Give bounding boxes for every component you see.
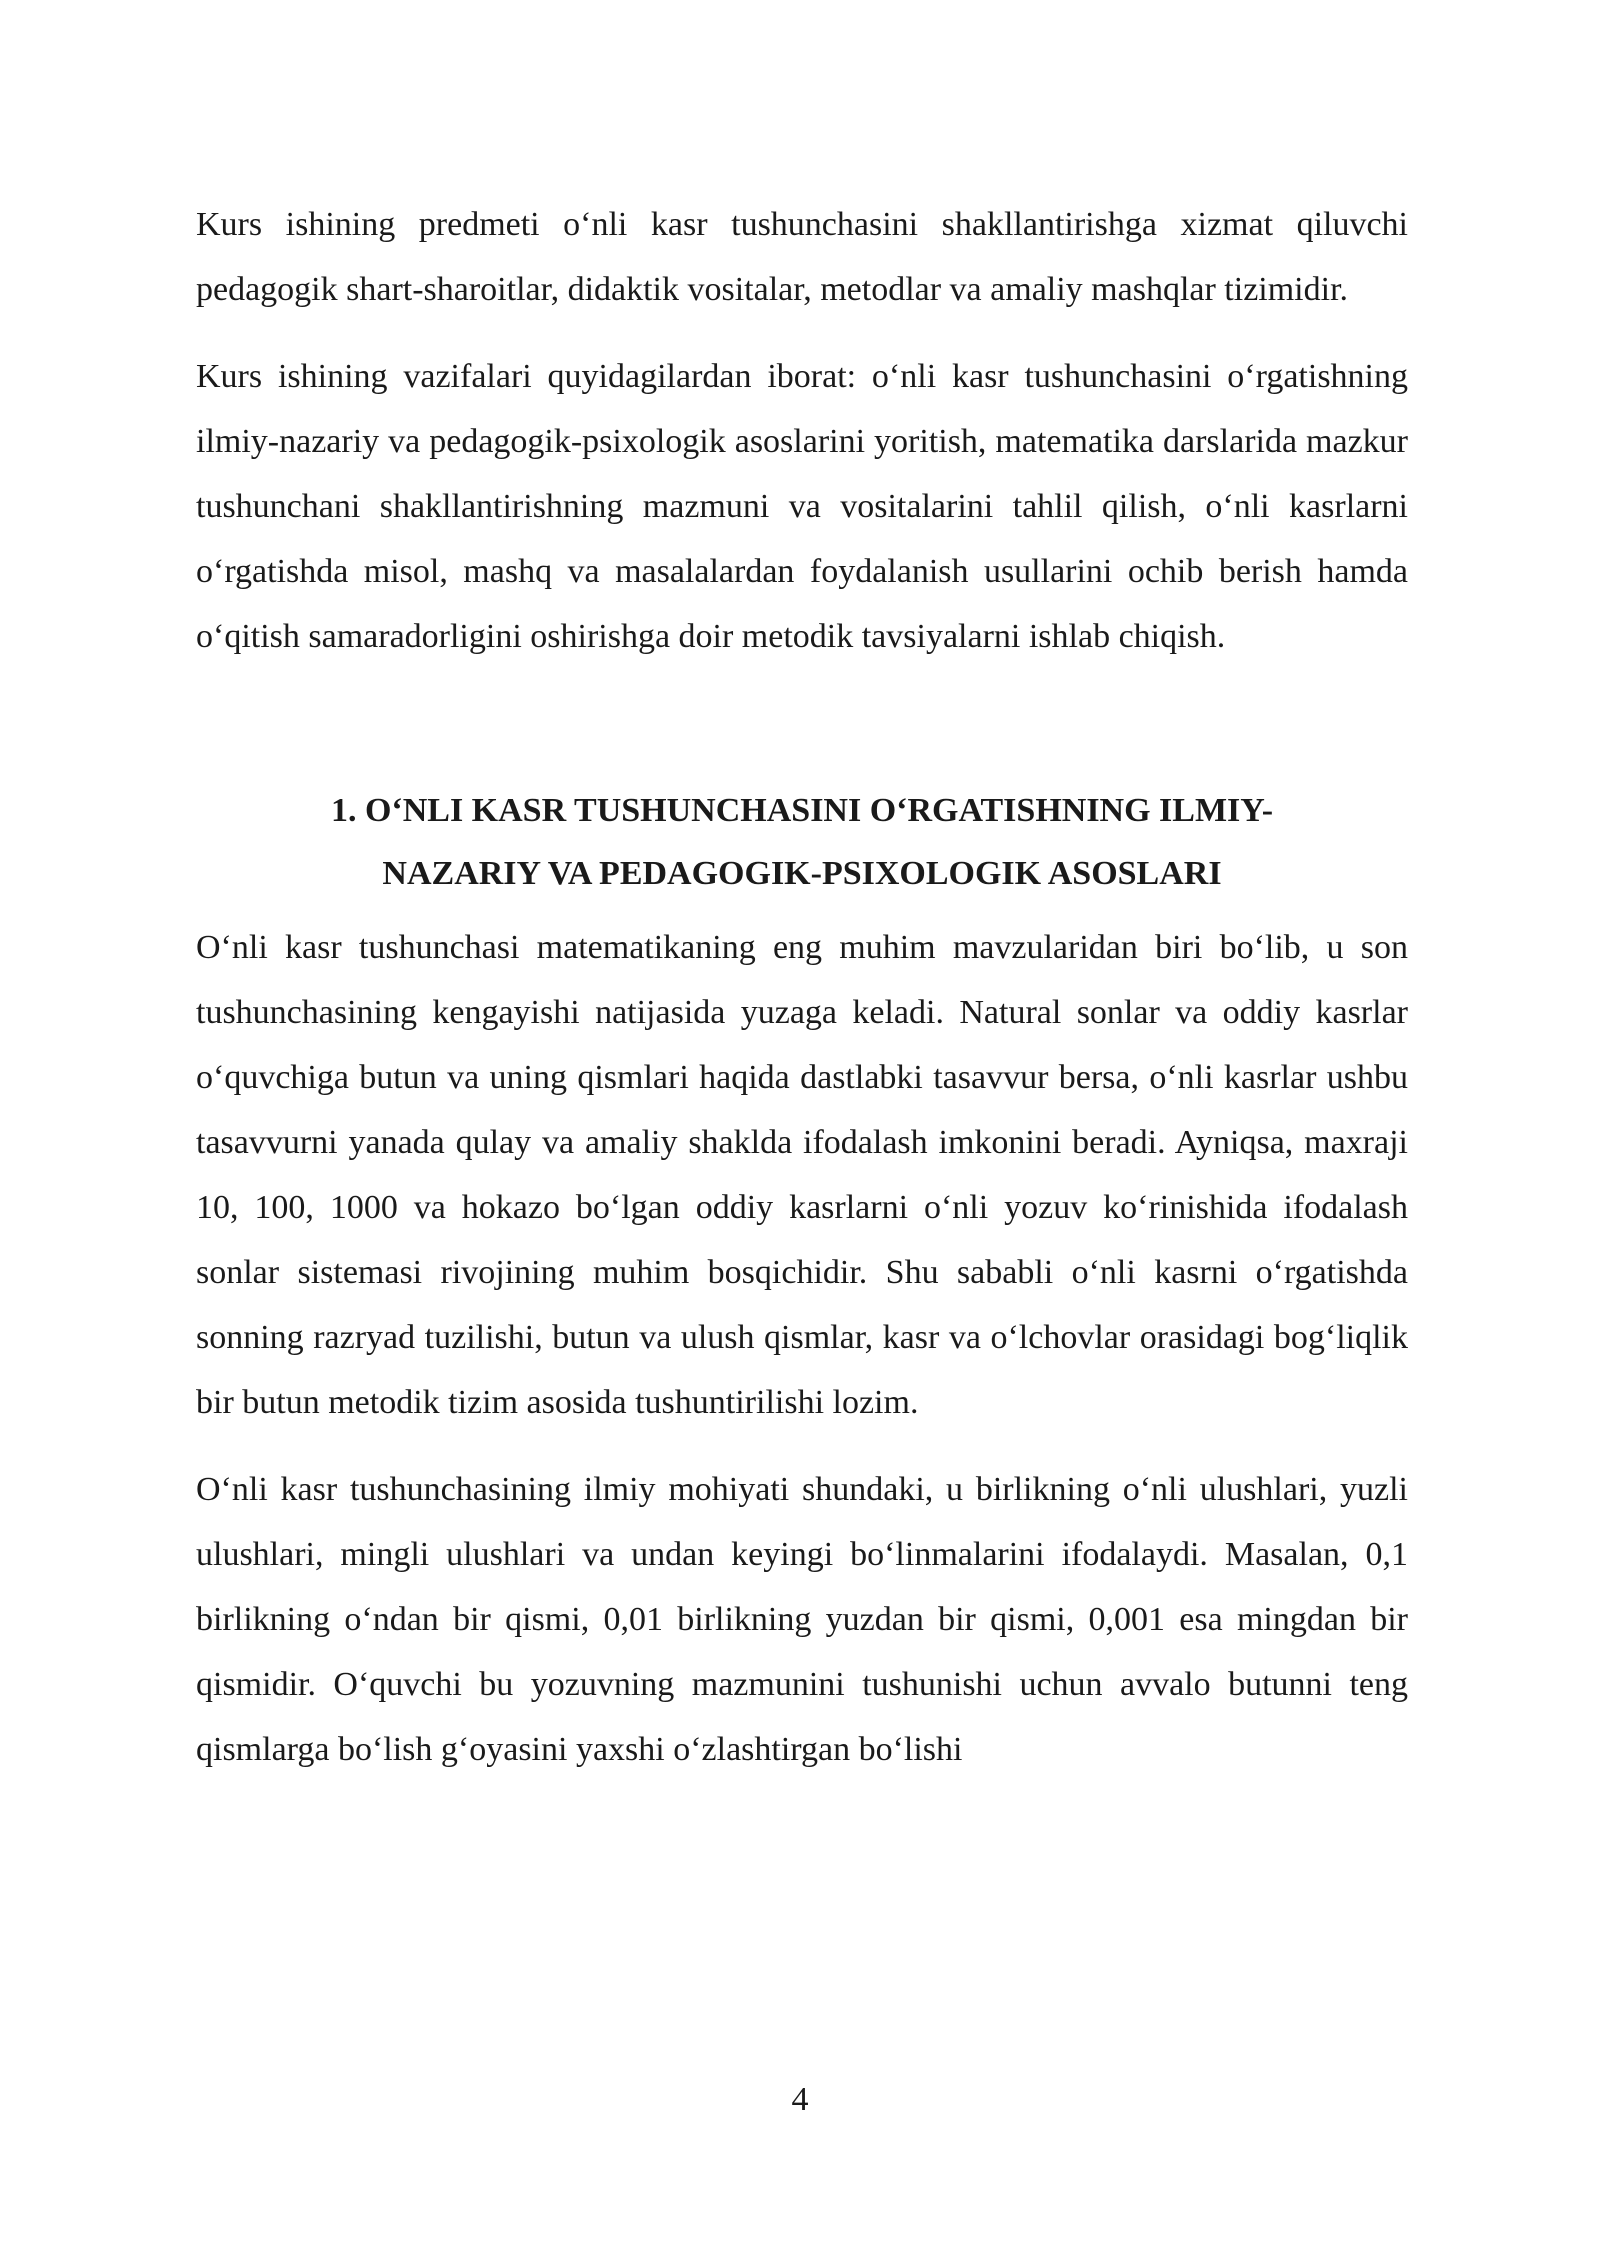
paragraph-decimal-essence: O‘nli kasr tushunchasining ilmiy mohiyati shundaki, u birlikning o‘nli ulushlari, yuzli ulushlari, mingli ulushlari va undan keyingi bo‘linmalarini ifodalaydi. Masalan, 0,1 birlikning o‘ndan bir qismi, 0,01 birlikning yuzdan bir qismi, 0,001 esa mingdan bir qismidir. O‘quvchi bu yozuvning mazmunini tushunishi uchun avvalo butunni teng qismlarga bo‘lish g‘oyasini yaxshi o‘zlashtirgan bo‘lishi [196, 1471, 1408, 1768]
section-heading [196, 779, 1408, 905]
paragraph-course-tasks: Kurs ishining vazifalari quyidagilardan iborat: o‘nli kasr tushunchasini o‘rgatishning ilmiy-nazariy va pedagogik-psixologik asoslarini yoritish, matematika darslarida mazkur tushunchani shakllantirishning mazmuni va vositalarini tahlil qilish, o‘nli kasrlarni o‘rgatishda misol, mashq va masalalardan foydalanish usullarini ochib berish hamda o‘qitish samaradorligini oshirishga doir metodik tavsiyalarni ishlab chiqish. [196, 358, 1408, 655]
section-heading-line-1: 1. O‘NLI KASR TUSHUNCHASINI O‘RGATISHNING ILMIY- [330, 792, 1274, 829]
paragraph-course-subject: Kurs ishining predmeti o‘nli kasr tushunchasini shakllantirishga xizmat qiluvchi pedagogik shart-sharoitlar, didaktik vositalar, metodlar va amaliy mashqlar tizimidir. [196, 206, 1408, 308]
page-number: 4 [791, 2081, 809, 2118]
section-heading-line-2: NAZARIY VA PEDAGOGIK-PSIXOLOGIK ASOSLARI [382, 855, 1222, 892]
page-body [196, 192, 1408, 1782]
paragraph-decimal-concept: O‘nli kasr tushunchasi matematikaning eng muhim mavzularidan biri bo‘lib, u son tushunchasining kengayishi natijasida yuzaga keladi. Natural sonlar va oddiy kasrlar o‘quvchiga butun va uning qismlari haqida dastlabki tasavvur bersa, o‘nli kasrlar ushbu tasavvurni yanada qulay va amaliy shaklda ifodalash imkonini beradi. Ayniqsa, maxraji 10, 100, 1000 va hokazo bo‘lgan oddiy kasrlarni o‘nli yozuv ko‘rinishida ifodalash sonlar sistemasi rivojining muhim bosqichidir. Shu sababli o‘nli kasrni o‘rgatishda sonning razryad tuzilishi, butun va ulush qismlar, kasr va o‘lchovlar orasidagi bog‘liqlik bir butun metodik tizim asosida tushuntirilishi lozim. [196, 929, 1408, 1421]
